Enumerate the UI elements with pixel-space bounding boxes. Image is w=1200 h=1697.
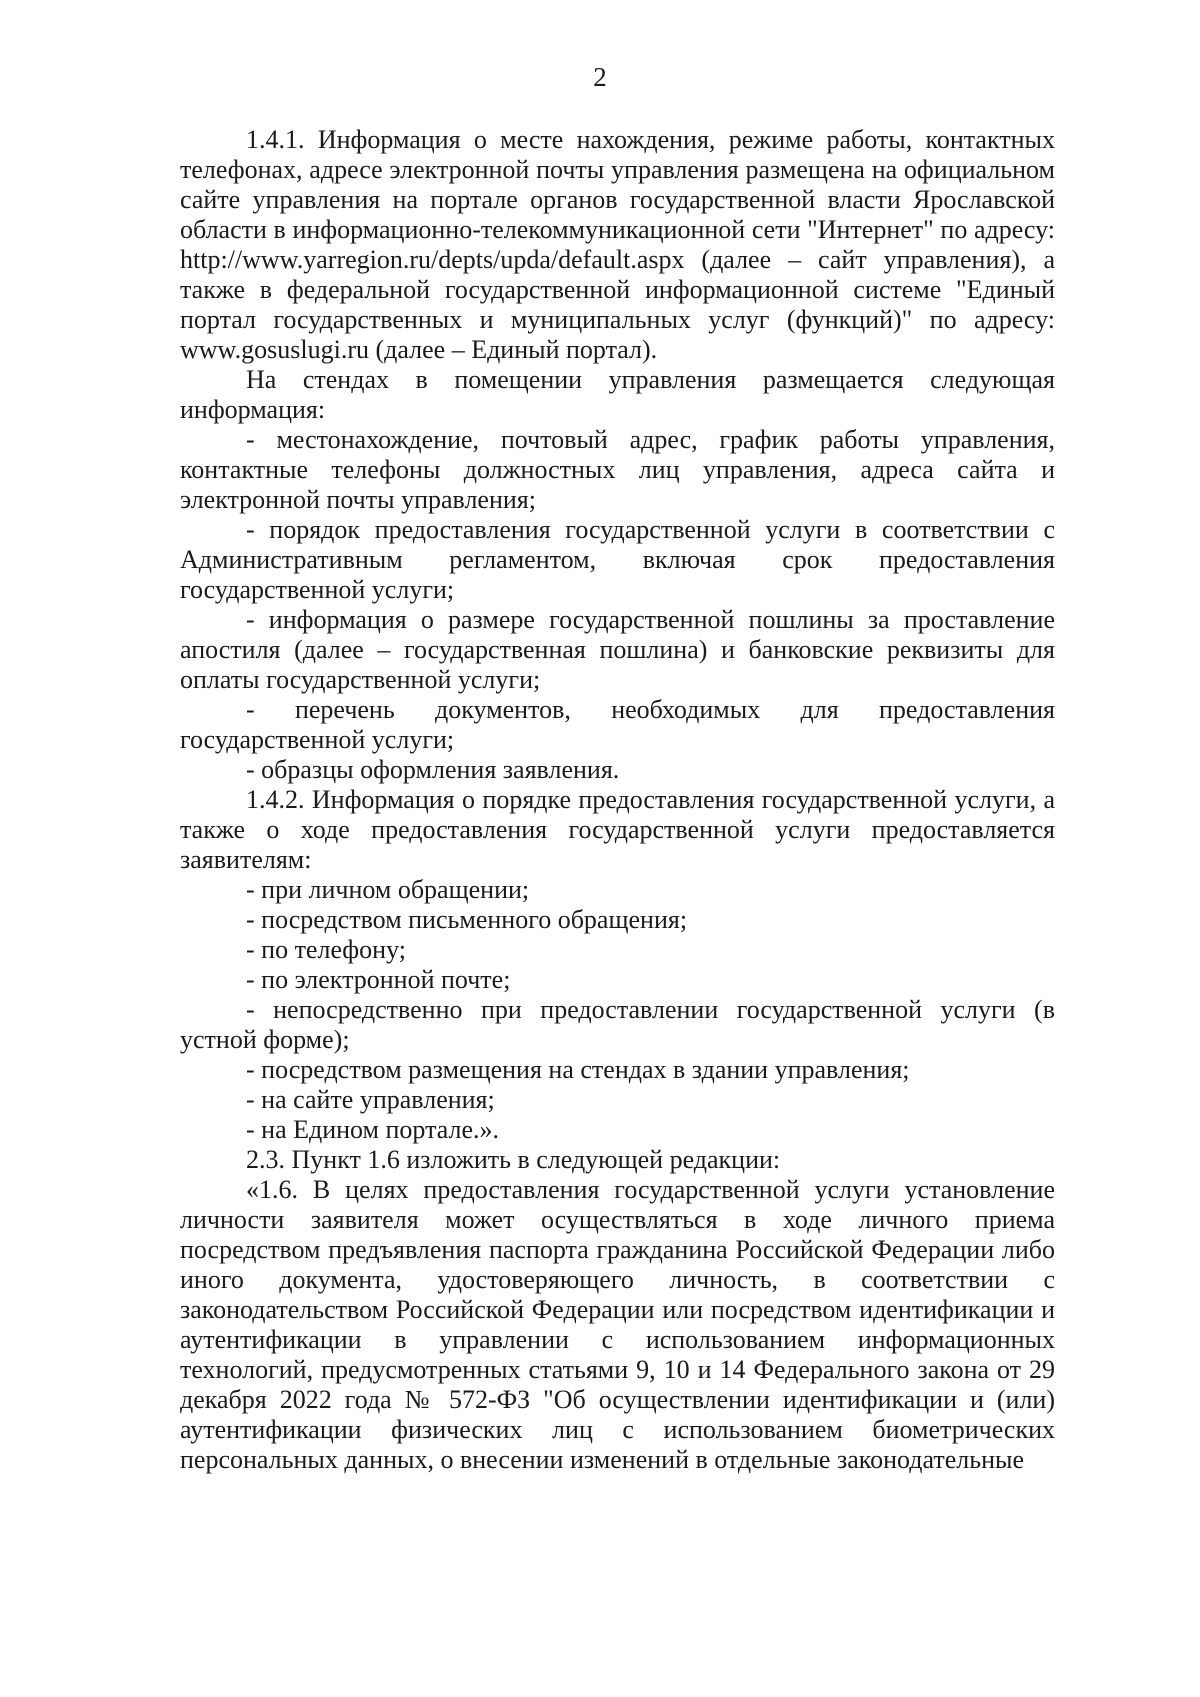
paragraph-stands-info: На стендах в помещении управления размещается следующая информация: [180,365,1055,424]
list-item: - на сайте управления; [246,1085,495,1114]
paragraph-1-4-1: 1.4.1. Информация о месте нахождения, режиме работы, контактных телефонах, адресе электронной почты управления размещена на официальном сайте управления на портале органов государственной власти Ярославской области в информационно-телекоммуникационной сети "Интернет" по адресу: http://www.yarregion.ru/depts/upda/default.aspx (далее – сайт управления), а также в федеральной государственной информационной системе "Единый портал государственных и муниципальных услуг (функций)" по адресу: www.gosuslugi.ru (далее – Единый портал). [180,125,1055,364]
paragraph-1-6: «1.6. В целях предоставления государственной услуги установление личности заявителя может осуществляться в ходе личного приема посредством предъявления паспорта гражданина Российской Федерации либо иного документа, удостоверяющего личность, в соответствии с законодательством Российской Федерации или посредством идентификации и аутентификации в управлении с использованием информационных технологий, предусмотренных статьями 9, 10 и 14 Федерального закона от 29 декабря 2022 года № 572-ФЗ "Об осуществлении идентификации и (или) аутентификации физических лиц с использованием биометрических персональных данных, о внесении изменений в отдельные законодательные [180,1175,1055,1474]
list-item: - перечень документов, необходимых для предоставления государственной услуги; [180,695,1055,754]
paragraph-1-4-2: 1.4.2. Информация о порядке предоставления государственной услуги, а также о ходе предоставления государственной услуги предоставляется заявителям: [180,785,1055,874]
list-item: - информация о размере государственной пошлины за проставление апостиля (далее – государственная пошлина) и банковские реквизиты для оплаты государственной услуги; [180,605,1055,694]
list-item: - непосредственно при предоставлении государственной услуги (в устной форме); [180,995,1055,1054]
list-item: - образцы оформления заявления. [246,755,620,784]
paragraph-2-3: 2.3. Пункт 1.6 изложить в следующей редакции: [246,1145,781,1174]
list-item: - посредством размещения на стендах в здании управления; [246,1055,910,1084]
page-number: 2 [593,62,607,92]
list-item: - местонахождение, почтовый адрес, график работы управления, контактные телефоны должностных лиц управления, адреса сайта и электронной почты управления; [180,425,1055,514]
list-item: - посредством письменного обращения; [246,905,688,934]
list-item: - по электронной почте; [246,965,511,994]
list-item: - порядок предоставления государственной услуги в соответствии с Административным регламентом, включая срок предоставления государственной услуги; [180,515,1055,604]
list-item: - на Едином портале.». [246,1115,500,1144]
list-item: - при личном обращении; [246,875,530,904]
document-body [180,125,1055,1475]
list-item: - по телефону; [246,935,406,964]
